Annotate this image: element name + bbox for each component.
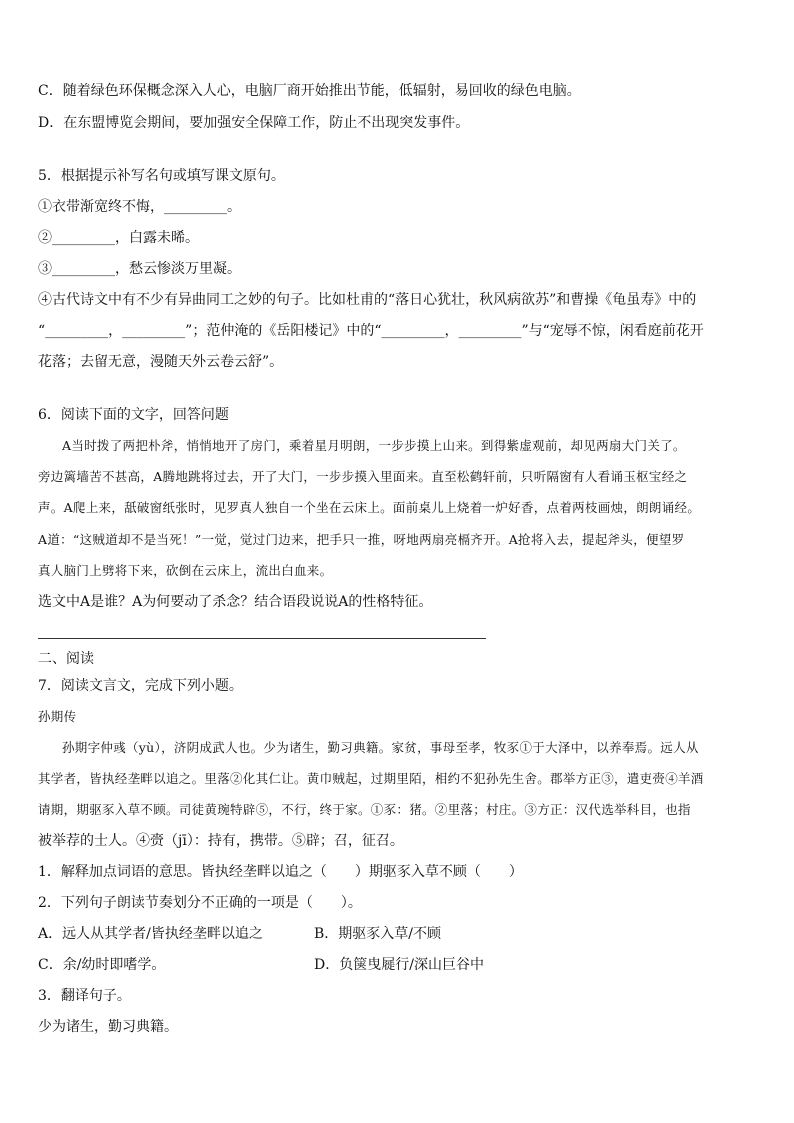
subquestion-3-sentence: 少为诸生，勤习典籍。 [38, 1019, 178, 1035]
answer-line [38, 638, 486, 639]
passage-line-2: 其学者，皆执经垄畔以追之。里落②化其仁让。黄巾贼起，过期里陌，相约不犯孙先生舍。郡举方正③，遣吏赍④羊酒 [38, 771, 704, 786]
passage-line-1: 孙期字仲彧（yù），济阴成武人也。少为诸生，勤习典籍。家贫，事母至孝，牧豕①于大泽中，以养奉焉。远人从 [62, 740, 699, 755]
question-5-item-2: ②_________，白露未晞。 [38, 230, 199, 246]
subquestion-2-option-b: B．期驱豕入草/不顾 [314, 926, 442, 942]
question-5-item-4-line-3: 花落；去留无意，漫随天外云卷云舒”。 [38, 354, 284, 370]
passage-line-3: 请期，期驱豕入草不顾。司徒黄琬特辟⑤，不行，终于家。①豕：猪。②里落；村庄。③方正：汉代选举科目，也指 [38, 802, 691, 817]
question-5-item-3: ③_________，愁云惨淡万里凝。 [38, 261, 241, 277]
section-heading: 二、阅读 [38, 651, 94, 667]
question-5-title: 5．根据提示补写名句或填写课文原句。 [38, 168, 285, 184]
question-6-passage-line-3: 声。A爬上来，舐破窗纸张时，见罗真人独自一个坐在云床上。面前桌儿上烧着一炉好香，点着两枝画烛，朗朗诵经。 [38, 500, 701, 515]
subquestion-2-option-c: C．余/幼时即嗜学。 [38, 957, 166, 973]
question-6-title: 6．阅读下面的文字，回答问题 [38, 407, 229, 423]
question-5-item-4-line-2: “_________，_________”；范仲淹的《岳阳楼记》中的“_________，_________”与“宠辱不惊，闲看庭前花开 [38, 323, 704, 339]
passage-title: 孙期传 [38, 709, 77, 724]
question-5-item-1: ①衣带渐宽终不悔，_________。 [38, 199, 241, 215]
subquestion-2-option-d: D．负箧曳屣行/深山巨谷中 [314, 957, 484, 973]
question-5-item-4-line-1: ④古代诗文中有不少有异曲同工之妙的句子。比如杜甫的“落日心犹壮，秋风病欲苏”和曹操《龟虽寿》中的 [38, 292, 697, 308]
question-6-passage-line-2: 旁边篱墙苦不甚高，A腾地跳将过去，开了大门，一步步摸入里面来。直至松鹤轩前，只听隔窗有人看诵玉枢宝经之 [38, 469, 688, 484]
subquestion-2-option-a: A．远人从其学者/皆执经垄畔以追之 [38, 926, 263, 942]
subquestion-3: 3．翻译句子。 [38, 988, 131, 1004]
question-6-passage-line-4: A道：“这贼道却不是当死！”一觉，觉过门边来，把手只一推，呀地两扇亮槅齐开。A抢将入去，提起斧头，便望罗 [38, 532, 685, 547]
passage-line-4: 被举荐的士人。④赍（jī）：持有，携带。⑤辟；召，征召。 [38, 833, 404, 849]
subquestion-1: 1．解释加点词语的意思。皆执经垄畔以追之（ ）期驱豕入草不顾（ ） [38, 864, 523, 880]
question-6-prompt: 选文中A是谁？A为何要动了杀念？结合语段说说A的性格特征。 [38, 594, 433, 610]
question-7-title: 7．阅读文言文，完成下列小题。 [38, 678, 243, 694]
question-6-passage-line-5: 真人脑门上劈将下来，砍倒在云床上，流出白血来。 [38, 563, 333, 578]
question-6-passage-line-1: A当时拨了两把朴斧，悄悄地开了房门，乘着星月明朗，一步步摸上山来。到得紫虚观前，却见两扇大门关了。 [62, 438, 686, 453]
subquestion-2: 2．下列句子朗读节奏划分不正确的一项是（ ）。 [38, 895, 362, 911]
option-d: D．在东盟博览会期间，要加强安全保障工作，防止不出现突发事件。 [38, 115, 470, 131]
option-c: C．随着绿色环保概念深入人心，电脑厂商开始推出节能，低辐射，易回收的绿色电脑。 [38, 83, 581, 99]
